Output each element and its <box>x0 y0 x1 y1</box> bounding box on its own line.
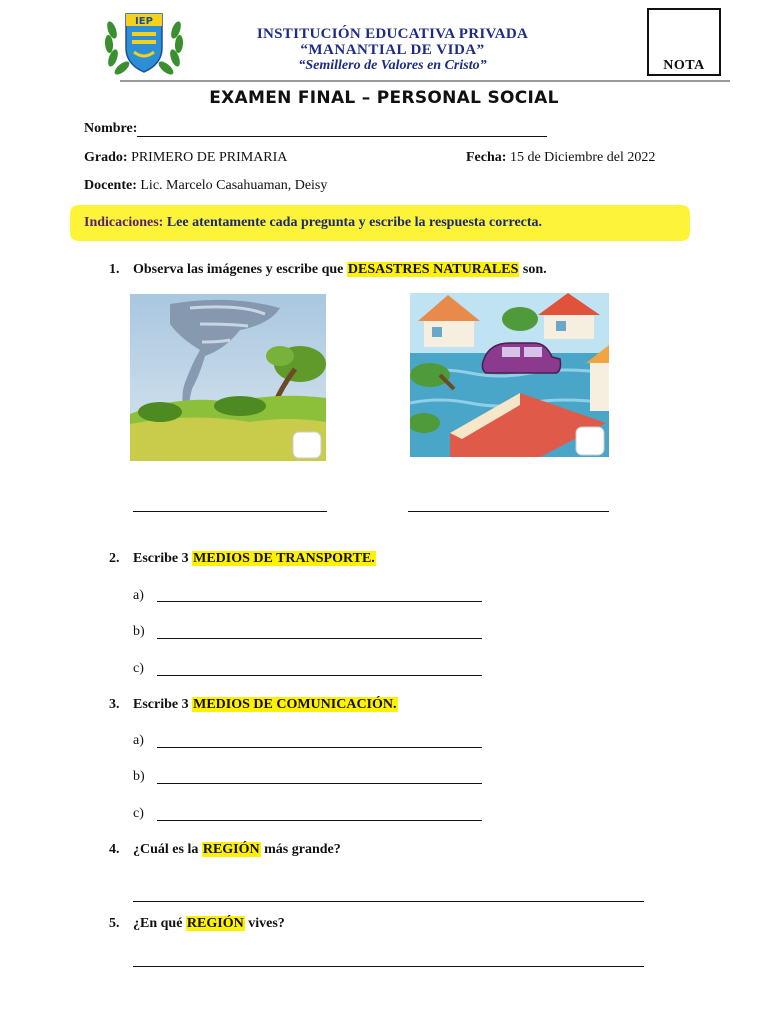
q3-answer-line-c[interactable] <box>157 820 482 821</box>
question-4-highlight: REGIÓN <box>202 842 260 857</box>
question-4-text: ¿Cuál es la <box>133 842 202 857</box>
q3-answer-line-a[interactable] <box>157 747 482 748</box>
q3-answer-line-b[interactable] <box>157 783 482 784</box>
question-4-text-end: más grande? <box>260 842 341 857</box>
fecha-label: Fecha: <box>466 150 507 165</box>
docente-label: Docente: <box>84 178 137 193</box>
docente-value: Lic. Marcelo Casahuaman, Deisy <box>140 178 328 193</box>
indicaciones-label: Indicaciones: <box>84 215 164 230</box>
docente-row <box>84 178 327 194</box>
q3-option-a <box>133 733 155 749</box>
q2-answer-line-a[interactable] <box>157 601 482 602</box>
question-3-text: Escribe 3 <box>133 697 193 712</box>
indicaciones-text <box>84 215 542 231</box>
question-2-number: 2. <box>109 551 120 566</box>
grado-row <box>84 150 287 166</box>
flood-image <box>410 293 609 457</box>
question-5-text: ¿En qué <box>133 916 186 931</box>
school-motto: “Semillero de Valores en Cristo” <box>298 58 487 73</box>
question-2 <box>109 551 376 567</box>
nombre-row <box>84 121 547 137</box>
q1-answer-line-1[interactable] <box>133 511 327 512</box>
question-2-text: Escribe 3 <box>133 551 193 566</box>
q3-option-b-letter: b) <box>133 769 145 784</box>
fecha-value: 15 de Diciembre del 2022 <box>509 150 656 165</box>
q2-answer-line-b[interactable] <box>157 638 482 639</box>
q5-answer-line[interactable] <box>133 966 644 967</box>
question-3-number: 3. <box>109 697 120 712</box>
school-name-line1: INSTITUCIÓN EDUCATIVA PRIVADA <box>256 26 529 42</box>
q2-option-a <box>133 588 155 604</box>
question-4 <box>109 842 341 858</box>
question-5 <box>109 916 285 932</box>
question-5-number: 5. <box>109 916 120 931</box>
school-name-line2: “MANANTIAL DE VIDA” <box>300 42 485 58</box>
q2-option-c-letter: c) <box>133 661 144 676</box>
nombre-answer-line[interactable] <box>137 122 547 137</box>
question-1-number: 1. <box>109 262 120 277</box>
school-logo <box>100 8 188 78</box>
grado-label: Grado: <box>84 150 128 165</box>
indicaciones-body: Lee atentamente cada pregunta y escribe la respuesta correcta. <box>166 215 543 230</box>
q2-option-b-letter: b) <box>133 624 145 639</box>
q3-option-a-letter: a) <box>133 733 144 748</box>
question-3 <box>109 697 398 713</box>
q3-option-c-letter: c) <box>133 806 144 821</box>
q3-option-c <box>133 806 155 822</box>
q2-answer-line-c[interactable] <box>157 675 482 676</box>
question-1-highlight: DESASTRES NATURALES <box>347 262 519 277</box>
q2-option-a-letter: a) <box>133 588 144 603</box>
question-4-number: 4. <box>109 842 120 857</box>
question-1-text-end: son. <box>519 262 547 277</box>
nota-label: NOTA <box>663 58 705 73</box>
tornado-image <box>130 294 326 461</box>
question-1-text: Observa las imágenes y escribe que <box>133 262 347 277</box>
q1-answer-line-2[interactable] <box>408 511 609 512</box>
nombre-label: Nombre: <box>84 121 138 136</box>
question-5-highlight: REGIÓN <box>186 916 244 931</box>
logo-text: IEP <box>135 16 153 27</box>
q2-option-c <box>133 661 155 677</box>
exam-title: EXAMEN FINAL – PERSONAL SOCIAL <box>209 88 559 108</box>
q3-option-b <box>133 769 155 785</box>
q2-option-b <box>133 624 155 640</box>
question-2-highlight: MEDIOS DE TRANSPORTE. <box>193 551 375 566</box>
grado-value: PRIMERO DE PRIMARIA <box>131 150 288 165</box>
question-1 <box>109 262 547 278</box>
question-3-highlight: MEDIOS DE COMUNICACIÓN. <box>193 697 397 712</box>
fecha-row <box>466 150 655 166</box>
nota-box <box>647 8 721 76</box>
header-divider <box>120 80 730 82</box>
question-5-text-end: vives? <box>244 916 285 931</box>
q4-answer-line[interactable] <box>133 901 644 902</box>
